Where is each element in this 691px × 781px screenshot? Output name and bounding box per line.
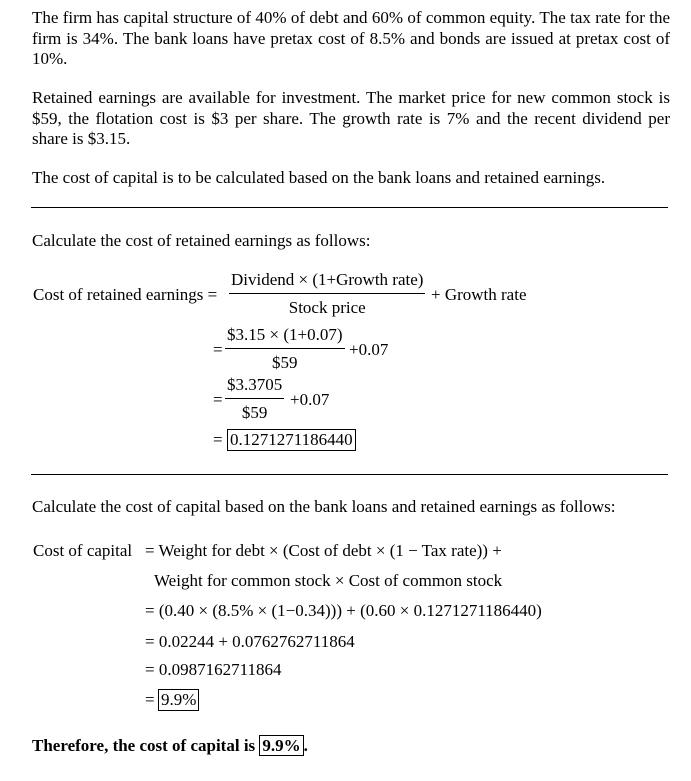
retained-earnings-formula-fraction: [229, 270, 425, 318]
cost-of-capital-sum: = 0.02244 + 0.0762762711864: [145, 632, 355, 651]
intro-paragraph-capital-structure: The firm has capital structure of 40% of debt and 60% of common equity. The tax rate for the firm is 34%. The bank loans have pretax cost of 8.5% and bonds are issued at pretax cost of 10%.: [32, 8, 670, 68]
substitution-fraction: [225, 325, 345, 373]
equals-sign: =: [145, 690, 155, 709]
simplified-fraction: [225, 375, 284, 423]
cost-of-capital-lhs: Cost of capital: [33, 541, 133, 560]
conclusion-text: Therefore, the cost of capital is: [32, 736, 256, 755]
fraction-denominator: Stock price: [288, 298, 366, 317]
fraction-numerator: $3.15 × (1+0.07): [227, 325, 343, 344]
fraction-numerator: $3.3705: [227, 375, 283, 394]
cost-of-capital-formula-line1: = Weight for debt × (Cost of debt × (1 − Tax rate)) +: [145, 541, 502, 560]
conclusion-period: .: [303, 736, 308, 755]
cost-of-capital-substitution: = (0.40 × (8.5% × (1−0.34))) + (0.60 × 0.1271271186440): [145, 601, 542, 620]
retained-earnings-formula-lhs: Cost of retained earnings =: [33, 285, 218, 304]
fraction-bar: [225, 348, 345, 349]
step1-heading: Calculate the cost of retained earnings as follows:: [32, 231, 371, 250]
growth-term: +0.07: [290, 390, 330, 409]
fraction-numerator: Dividend × (1+Growth rate): [231, 270, 424, 289]
intro-paragraph-task: The cost of capital is to be calculated based on the bank loans and retained earnings.: [32, 168, 606, 187]
fraction-bar: [229, 293, 425, 294]
section-divider: [31, 207, 668, 208]
step2-heading: Calculate the cost of capital based on the bank loans and retained earnings as follows:: [32, 497, 616, 516]
equals-sign: =: [213, 340, 223, 359]
cost-of-capital-formula-line2: Weight for common stock × Cost of common stock: [154, 571, 503, 590]
equals-sign: =: [213, 430, 223, 449]
growth-rate-term: + Growth rate: [431, 285, 527, 304]
fraction-denominator: $59: [272, 353, 298, 372]
cost-of-retained-earnings-result: 0.1271271186440: [227, 429, 356, 451]
equals-sign: =: [213, 390, 223, 409]
intro-paragraph-retained-earnings: Retained earnings are available for investment. The market price for new common stock is $59, the flotation cost is $3 per share. The growth rate is 7% and the recent dividend per share is $3.15.: [32, 88, 670, 148]
fraction-bar: [225, 398, 284, 399]
growth-term: +0.07: [349, 340, 389, 359]
conclusion: [32, 736, 308, 756]
cost-of-capital-result: 9.9%: [158, 689, 199, 711]
section-divider: [31, 474, 668, 475]
fraction-denominator: $59: [241, 403, 268, 422]
conclusion-value: 9.9%: [259, 735, 303, 756]
cost-of-capital-decimal: = 0.0987162711864: [145, 660, 282, 679]
